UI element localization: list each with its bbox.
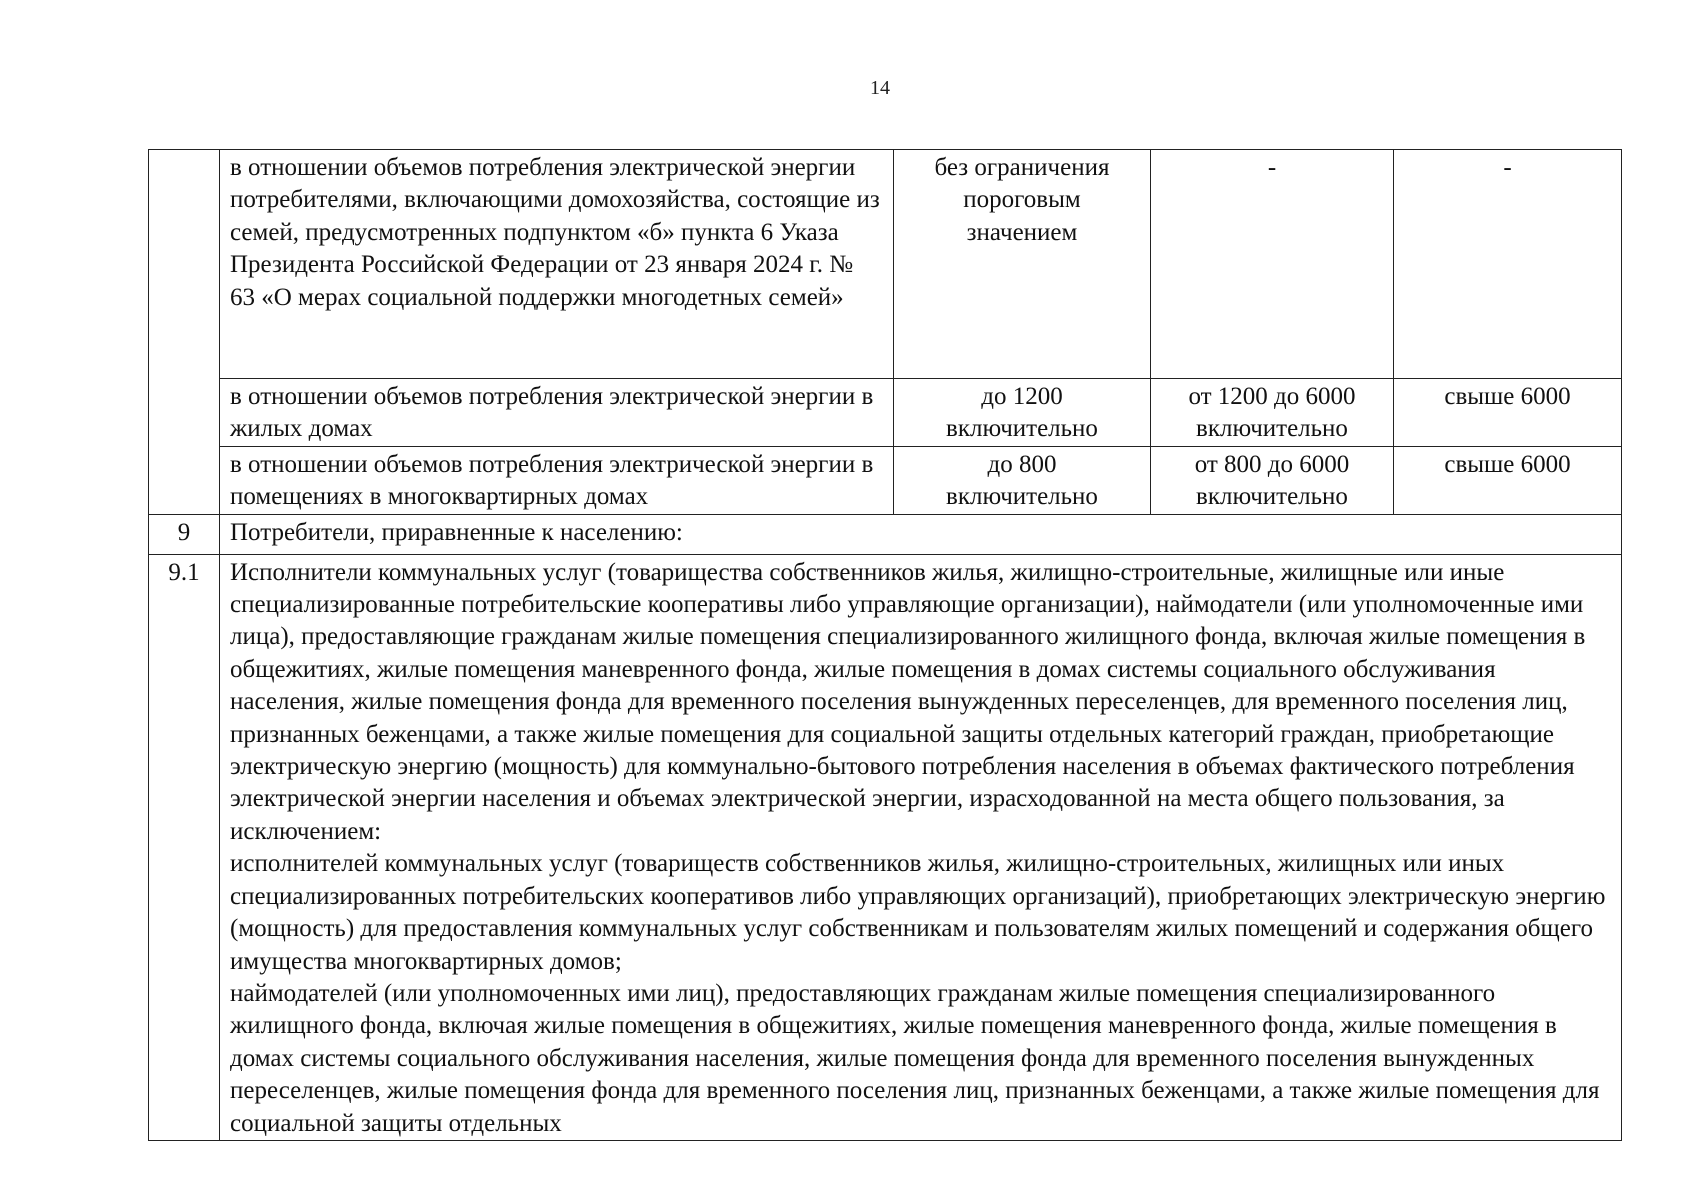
threshold-cell-2: от 1200 до 6000 включительно — [1151, 379, 1394, 447]
row-number-cell — [149, 150, 220, 515]
threshold-cell-3: свыше 6000 — [1394, 379, 1622, 447]
threshold-cell-2: от 800 до 6000 включительно — [1151, 446, 1394, 514]
table-row — [149, 379, 1622, 447]
row-number-cell: 9.1 — [149, 554, 220, 1140]
threshold-cell-3: - — [1394, 150, 1622, 379]
threshold-cell-1: до 1200 включительно — [894, 379, 1151, 447]
description-cell: в отношении объемов потребления электрической энергии потребителями, включающими домохозяйства, состоящие из семей, предусмотренных подпунктом «б» пункта 6 Указа Президента Российской Федерации от 23 января 2024 г. № 63 «О мерах социальной поддержки многодетных семей» — [220, 150, 894, 379]
page-number: 14 — [870, 77, 890, 99]
section-heading-cell: Потребители, приравненные к населению: — [220, 514, 1622, 554]
description-cell: в отношении объемов потребления электрической энергии в жилых домах — [220, 379, 894, 447]
threshold-cell-2: - — [1151, 150, 1394, 379]
row-number-cell: 9 — [149, 514, 220, 554]
tariff-table — [148, 149, 1622, 1141]
threshold-cell-1: без ограничения пороговым значением — [894, 150, 1151, 379]
table-row — [149, 150, 1622, 379]
table-row — [149, 554, 1622, 1140]
table-row — [149, 446, 1622, 514]
table-row — [149, 514, 1622, 554]
threshold-cell-1: до 800 включительно — [894, 446, 1151, 514]
threshold-cell-3: свыше 6000 — [1394, 446, 1622, 514]
description-cell: в отношении объемов потребления электрической энергии в помещениях в многоквартирных домах — [220, 446, 894, 514]
long-description-cell: Исполнители коммунальных услуг (товарищества собственников жилья, жилищно-строительные, жилищные или иные специализированные потребительские кооперативы либо управляющие организации), наймодатели (или уполномоченные ими лица), предоставляющие гражданам жилые помещения специализированного жилищного фонда, включая жилые помещения в общежитиях, жилые помещения маневренного фонда, жилые помещения в домах системы социального обслуживания населения, жилые помещения фонда для временного поселения вынужденных переселенцев, для временного поселения лиц, признанных беженцами, а также жилые помещения для социальной защиты отдельных категорий граждан, приобретающие электрическую энергию (мощность) для коммунально-бытового потребления населения в объемах фактического потребления электрической энергии населения и объемах электрической энергии, израсходованной на места общего пользования, за исключением: исполнителей коммунальных услуг (товариществ собственников жилья, жилищно-строительных, жилищных или иных специализированных потребительских кооперативов либо управляющих организаций), приобретающих электрическую энергию (мощность) для предоставления коммунальных услуг собственникам и пользователям жилых помещений и содержания общего имущества многоквартирных домов; наймодателей (или уполномоченных ими лиц), предоставляющих гражданам жилые помещения специализированного жилищного фонда, включая жилые помещения в общежитиях, жилые помещения маневренного фонда, жилые помещения в домах системы социального обслуживания населения, жилые помещения фонда для временного поселения вынужденных переселенцев, жилые помещения фонда для временного поселения лиц, признанных беженцами, а также жилые помещения для социальной защиты отдельных — [220, 554, 1622, 1140]
